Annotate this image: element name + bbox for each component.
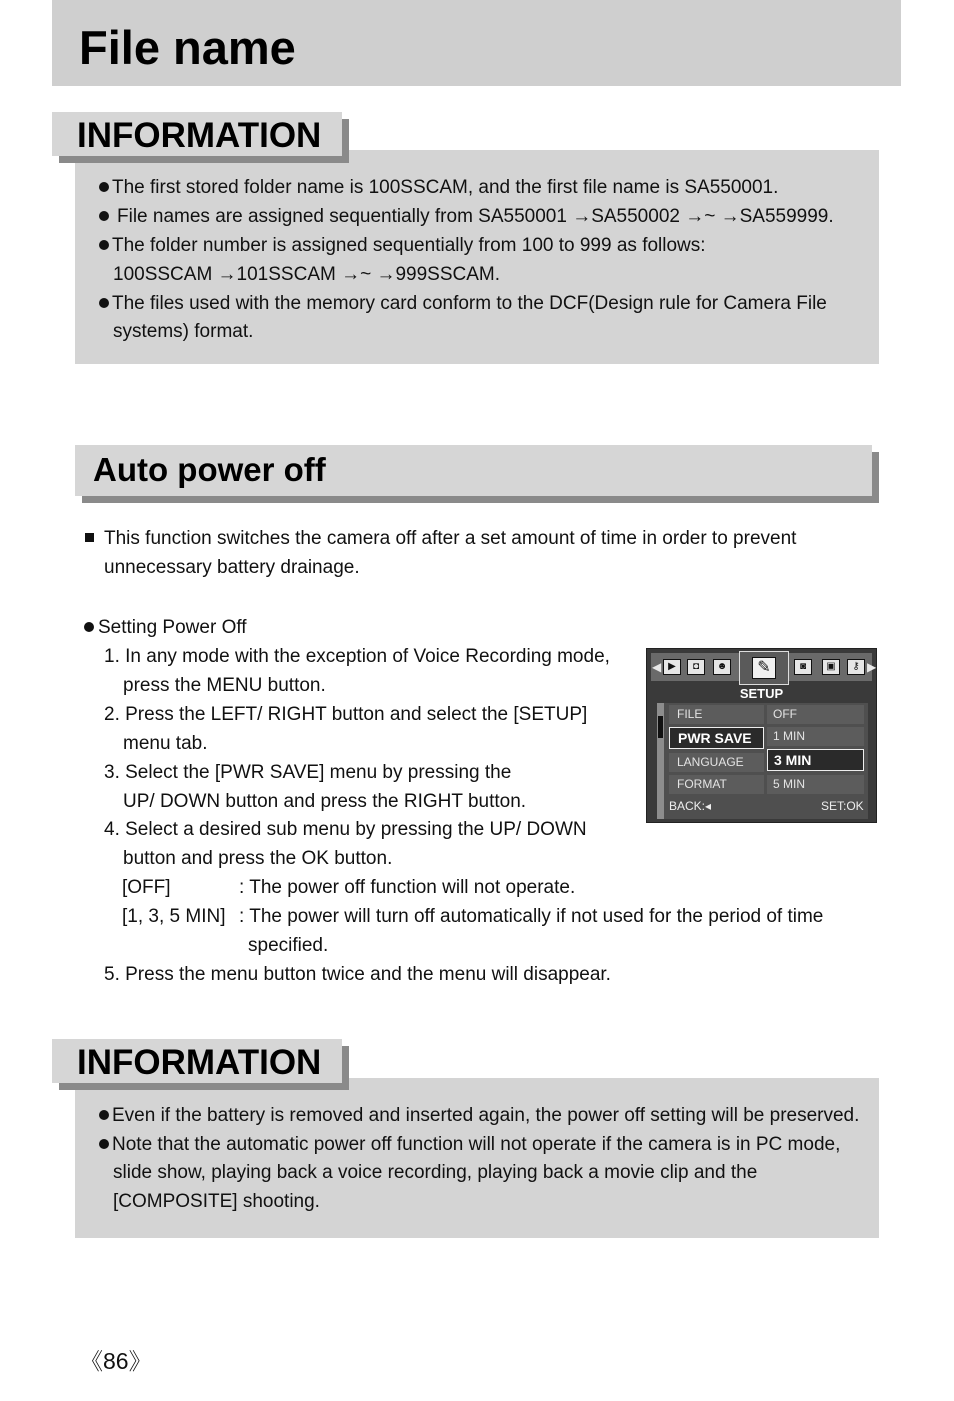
lcd-option-selected: 3 MIN <box>767 749 864 771</box>
lcd-scroll-thumb <box>658 716 663 738</box>
step-4: 4. Select a desired sub menu by pressing the UP/ DOWN <box>104 819 587 840</box>
section-heading <box>75 445 872 496</box>
user-icon: ☻ <box>713 659 731 675</box>
info1-line-3: The folder number is assigned sequentially from 100 to 999 as follows: <box>99 236 706 255</box>
info-heading-1 <box>52 112 342 156</box>
lcd-option: 5 MIN <box>767 775 864 794</box>
lcd-scrollbar <box>657 703 664 819</box>
lcd-set-label: SET:OK <box>821 799 864 813</box>
bullet-icon <box>99 1110 109 1120</box>
info1-line-2: File names are assigned sequentially from SA550001 →SA550002 →~ →SA559999. <box>99 207 834 226</box>
setting-label: Setting Power Off <box>84 618 247 637</box>
left-triangle-icon: ◂ <box>705 799 712 813</box>
lcd-menu-item: FILE <box>669 705 764 724</box>
bullet-icon <box>84 622 94 632</box>
info-box-2 <box>75 1078 879 1238</box>
page-title: File name <box>79 21 296 74</box>
setup-tab <box>739 651 789 685</box>
lcd-menu-panel <box>657 703 868 819</box>
lcd-menu-item-selected: PWR SAVE <box>669 727 764 749</box>
square-bullet-icon <box>85 533 94 542</box>
opt-min-key: [1, 3, 5 MIN] <box>122 906 226 927</box>
lcd-menu-item: FORMAT <box>669 775 764 794</box>
step-1: 1. In any mode with the exception of Voice Recording mode, <box>104 646 610 667</box>
info1-line-5: The files used with the memory card conform to the DCF(Design rule for Camera File <box>99 294 827 313</box>
info2-line-1: Even if the battery is removed and inserted again, the power off setting will be preserved. <box>99 1106 859 1125</box>
wrench-icon: ✎ <box>752 657 776 679</box>
sound-icon: ◙ <box>794 659 812 675</box>
opt-min-desc-2: specified. <box>248 935 329 956</box>
opt-off-desc: : The power off function will not operate. <box>239 877 576 898</box>
info2-line-4: [COMPOSITE] shooting. <box>113 1191 320 1212</box>
info2-line-2: Note that the automatic power off function will not operate if the camera is in PC mode, <box>99 1135 840 1154</box>
intro-line-2: unnecessary battery drainage. <box>104 557 360 578</box>
step-5: 5. Press the menu button twice and the menu will disappear. <box>104 964 611 985</box>
step-3: 3. Select the [PWR SAVE] menu by pressing the <box>104 762 512 783</box>
bullet-icon <box>99 211 109 221</box>
camera-icon: ◘ <box>687 659 705 675</box>
section-heading-text: Auto power off <box>93 451 326 488</box>
info-heading-2-text: INFORMATION <box>77 1043 322 1082</box>
info1-line-4: 100SSCAM →101SSCAM →~ →999SSCAM. <box>113 264 501 285</box>
right-arrow-icon: ▶ <box>867 660 877 674</box>
bullet-icon <box>99 1139 109 1149</box>
left-arrow-icon: ◀ <box>652 660 662 674</box>
key-icon: ⚷ <box>847 659 865 675</box>
info1-line-6: systems) format. <box>113 321 254 342</box>
lcd-title: SETUP <box>739 686 784 701</box>
bullet-icon <box>99 298 109 308</box>
info-heading-2 <box>52 1039 342 1083</box>
lcd-option: OFF <box>767 705 864 724</box>
title-bar <box>52 0 901 86</box>
step-2: 2. Press the LEFT/ RIGHT button and select the [SETUP] <box>104 704 588 725</box>
bullet-icon <box>99 240 109 250</box>
info-heading-1-text: INFORMATION <box>77 116 322 155</box>
lcd-back-label: BACK:◂ <box>669 799 712 813</box>
mode-icon: ▶ <box>663 659 681 675</box>
lcd-option: 1 MIN <box>767 727 864 746</box>
info2-line-3: slide show, playing back a voice recording, playing back a movie clip and the <box>113 1162 758 1183</box>
step-1b: press the MENU button. <box>123 675 326 696</box>
opt-off-key: [OFF] <box>122 877 171 898</box>
intro-line-1: This function switches the camera off after a set amount of time in order to prevent <box>85 529 796 548</box>
step-3b: UP/ DOWN button and press the RIGHT button. <box>123 791 527 812</box>
page-number: 《86》 <box>80 1348 152 1374</box>
step-2b: menu tab. <box>123 733 208 754</box>
bullet-icon <box>99 182 109 192</box>
step-4b: button and press the OK button. <box>123 848 393 869</box>
display-icon: ▣ <box>822 659 840 675</box>
camera-lcd-screen <box>646 648 877 823</box>
lcd-menu-item: LANGUAGE <box>669 753 764 772</box>
lcd-tab-row <box>651 653 877 681</box>
info1-line-1: The first stored folder name is 100SSCAM, and the first file name is SA550001. <box>99 178 778 197</box>
opt-min-desc: : The power will turn off automatically if not used for the period of time <box>239 906 824 927</box>
